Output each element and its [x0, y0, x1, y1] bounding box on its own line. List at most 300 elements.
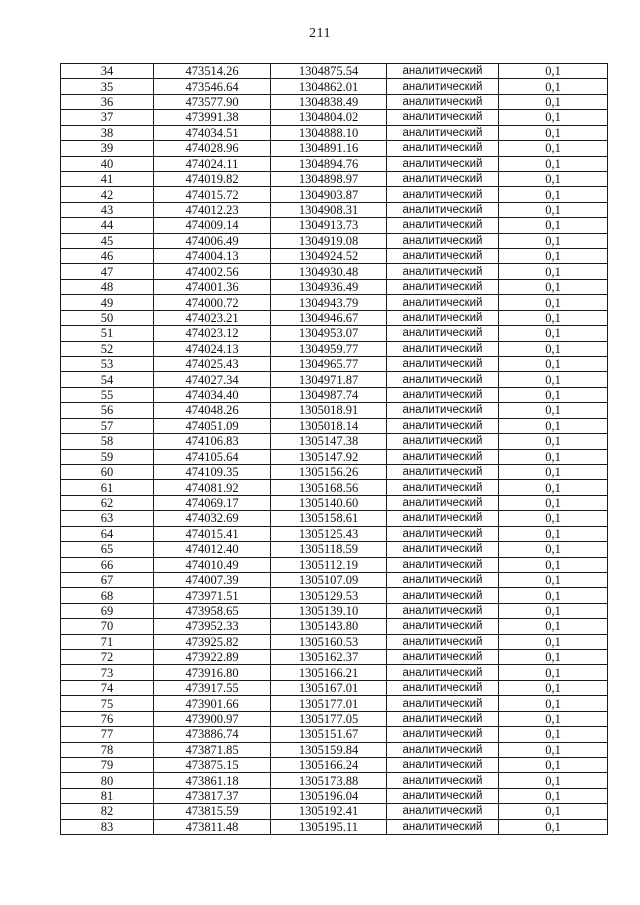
point-number-cell: 73 — [61, 665, 154, 680]
table-row — [61, 603, 608, 618]
point-number-cell: 71 — [61, 634, 154, 649]
x-coordinate-cell: 473917.55 — [154, 680, 271, 695]
point-number-cell: 75 — [61, 696, 154, 711]
error-cell: 0,1 — [499, 218, 608, 233]
table-row — [61, 634, 608, 649]
y-coordinate-cell: 1304891.16 — [271, 141, 387, 156]
y-coordinate-cell: 1304898.97 — [271, 171, 387, 186]
error-cell: 0,1 — [499, 264, 608, 279]
y-coordinate-cell: 1305159.84 — [271, 742, 387, 757]
error-cell: 0,1 — [499, 449, 608, 464]
x-coordinate-cell: 473577.90 — [154, 94, 271, 109]
point-number-cell: 35 — [61, 79, 154, 94]
method-cell: аналитический — [387, 264, 499, 279]
method-cell: аналитический — [387, 572, 499, 587]
method-cell: аналитический — [387, 526, 499, 541]
error-cell: 0,1 — [499, 310, 608, 325]
error-cell: 0,1 — [499, 202, 608, 217]
table-row — [61, 341, 608, 356]
method-cell: аналитический — [387, 619, 499, 634]
table-row — [61, 218, 608, 233]
method-cell: аналитический — [387, 773, 499, 788]
error-cell: 0,1 — [499, 619, 608, 634]
y-coordinate-cell: 1304804.02 — [271, 110, 387, 125]
x-coordinate-cell: 474001.36 — [154, 279, 271, 294]
x-coordinate-cell: 474024.13 — [154, 341, 271, 356]
y-coordinate-cell: 1304943.79 — [271, 295, 387, 310]
error-cell: 0,1 — [499, 125, 608, 140]
x-coordinate-cell: 473958.65 — [154, 603, 271, 618]
point-number-cell: 44 — [61, 218, 154, 233]
x-coordinate-cell: 474106.83 — [154, 434, 271, 449]
method-cell: аналитический — [387, 156, 499, 171]
table-row — [61, 495, 608, 510]
error-cell: 0,1 — [499, 572, 608, 587]
method-cell: аналитический — [387, 295, 499, 310]
x-coordinate-cell: 474000.72 — [154, 295, 271, 310]
x-coordinate-cell: 474015.72 — [154, 187, 271, 202]
point-number-cell: 67 — [61, 572, 154, 587]
method-cell: аналитический — [387, 94, 499, 109]
point-number-cell: 81 — [61, 788, 154, 803]
y-coordinate-cell: 1304959.77 — [271, 341, 387, 356]
x-coordinate-cell: 474109.35 — [154, 464, 271, 479]
table-row — [61, 249, 608, 264]
point-number-cell: 74 — [61, 680, 154, 695]
point-number-cell: 43 — [61, 202, 154, 217]
point-number-cell: 53 — [61, 357, 154, 372]
table-row — [61, 449, 608, 464]
table-row — [61, 804, 608, 819]
error-cell: 0,1 — [499, 819, 608, 834]
point-number-cell: 57 — [61, 418, 154, 433]
method-cell: аналитический — [387, 788, 499, 803]
point-number-cell: 59 — [61, 449, 154, 464]
point-number-cell: 64 — [61, 526, 154, 541]
table-row — [61, 110, 608, 125]
table-row — [61, 156, 608, 171]
x-coordinate-cell: 474024.11 — [154, 156, 271, 171]
point-number-cell: 47 — [61, 264, 154, 279]
x-coordinate-cell: 474048.26 — [154, 403, 271, 418]
y-coordinate-cell: 1304953.07 — [271, 326, 387, 341]
point-number-cell: 77 — [61, 727, 154, 742]
method-cell: аналитический — [387, 588, 499, 603]
table-row — [61, 233, 608, 248]
point-number-cell: 56 — [61, 403, 154, 418]
x-coordinate-cell: 473811.48 — [154, 819, 271, 834]
method-cell: аналитический — [387, 79, 499, 94]
table-row — [61, 542, 608, 557]
table-row — [61, 557, 608, 572]
error-cell: 0,1 — [499, 650, 608, 665]
method-cell: аналитический — [387, 434, 499, 449]
error-cell: 0,1 — [499, 542, 608, 557]
x-coordinate-cell: 474015.41 — [154, 526, 271, 541]
error-cell: 0,1 — [499, 387, 608, 402]
method-cell: аналитический — [387, 480, 499, 495]
y-coordinate-cell: 1305118.59 — [271, 542, 387, 557]
y-coordinate-cell: 1304930.48 — [271, 264, 387, 279]
method-cell: аналитический — [387, 357, 499, 372]
method-cell: аналитический — [387, 310, 499, 325]
y-coordinate-cell: 1304903.87 — [271, 187, 387, 202]
error-cell: 0,1 — [499, 434, 608, 449]
y-coordinate-cell: 1304924.52 — [271, 249, 387, 264]
error-cell: 0,1 — [499, 804, 608, 819]
x-coordinate-cell: 474006.49 — [154, 233, 271, 248]
point-number-cell: 52 — [61, 341, 154, 356]
y-coordinate-cell: 1304919.08 — [271, 233, 387, 248]
y-coordinate-cell: 1304913.73 — [271, 218, 387, 233]
error-cell: 0,1 — [499, 64, 608, 79]
x-coordinate-cell: 474007.39 — [154, 572, 271, 587]
error-cell: 0,1 — [499, 788, 608, 803]
method-cell: аналитический — [387, 218, 499, 233]
y-coordinate-cell: 1305125.43 — [271, 526, 387, 541]
point-number-cell: 48 — [61, 279, 154, 294]
table-row — [61, 418, 608, 433]
error-cell: 0,1 — [499, 757, 608, 772]
point-number-cell: 72 — [61, 650, 154, 665]
error-cell: 0,1 — [499, 171, 608, 186]
table-row — [61, 665, 608, 680]
error-cell: 0,1 — [499, 511, 608, 526]
method-cell: аналитический — [387, 603, 499, 618]
point-number-cell: 61 — [61, 480, 154, 495]
x-coordinate-cell: 474004.13 — [154, 249, 271, 264]
table-row — [61, 64, 608, 79]
y-coordinate-cell: 1305139.10 — [271, 603, 387, 618]
y-coordinate-cell: 1305162.37 — [271, 650, 387, 665]
point-number-cell: 65 — [61, 542, 154, 557]
error-cell: 0,1 — [499, 403, 608, 418]
method-cell: аналитический — [387, 64, 499, 79]
x-coordinate-cell: 474002.56 — [154, 264, 271, 279]
y-coordinate-cell: 1305192.41 — [271, 804, 387, 819]
point-number-cell: 80 — [61, 773, 154, 788]
table-row — [61, 171, 608, 186]
x-coordinate-cell: 473815.59 — [154, 804, 271, 819]
point-number-cell: 68 — [61, 588, 154, 603]
error-cell: 0,1 — [499, 526, 608, 541]
point-number-cell: 66 — [61, 557, 154, 572]
table-row — [61, 403, 608, 418]
method-cell: аналитический — [387, 696, 499, 711]
x-coordinate-cell: 474028.96 — [154, 141, 271, 156]
table-row — [61, 387, 608, 402]
table-row — [61, 434, 608, 449]
error-cell: 0,1 — [499, 418, 608, 433]
y-coordinate-cell: 1304971.87 — [271, 372, 387, 387]
method-cell: аналитический — [387, 464, 499, 479]
x-coordinate-cell: 473916.80 — [154, 665, 271, 680]
y-coordinate-cell: 1305158.61 — [271, 511, 387, 526]
point-number-cell: 41 — [61, 171, 154, 186]
method-cell: аналитический — [387, 727, 499, 742]
error-cell: 0,1 — [499, 249, 608, 264]
method-cell: аналитический — [387, 711, 499, 726]
point-number-cell: 39 — [61, 141, 154, 156]
y-coordinate-cell: 1304946.67 — [271, 310, 387, 325]
y-coordinate-cell: 1305143.80 — [271, 619, 387, 634]
y-coordinate-cell: 1304936.49 — [271, 279, 387, 294]
x-coordinate-cell: 474027.34 — [154, 372, 271, 387]
y-coordinate-cell: 1305112.19 — [271, 557, 387, 572]
table-row — [61, 788, 608, 803]
point-number-cell: 82 — [61, 804, 154, 819]
y-coordinate-cell: 1304987.74 — [271, 387, 387, 402]
point-number-cell: 63 — [61, 511, 154, 526]
error-cell: 0,1 — [499, 372, 608, 387]
error-cell: 0,1 — [499, 233, 608, 248]
table-row — [61, 757, 608, 772]
error-cell: 0,1 — [499, 279, 608, 294]
x-coordinate-cell: 473991.38 — [154, 110, 271, 125]
table-row — [61, 650, 608, 665]
method-cell: аналитический — [387, 757, 499, 772]
x-coordinate-cell: 474009.14 — [154, 218, 271, 233]
method-cell: аналитический — [387, 634, 499, 649]
method-cell: аналитический — [387, 542, 499, 557]
table-row — [61, 588, 608, 603]
error-cell: 0,1 — [499, 156, 608, 171]
x-coordinate-cell: 474012.40 — [154, 542, 271, 557]
point-number-cell: 37 — [61, 110, 154, 125]
method-cell: аналитический — [387, 187, 499, 202]
y-coordinate-cell: 1305151.67 — [271, 727, 387, 742]
y-coordinate-cell: 1305018.91 — [271, 403, 387, 418]
y-coordinate-cell: 1304862.01 — [271, 79, 387, 94]
method-cell: аналитический — [387, 249, 499, 264]
table-row — [61, 680, 608, 695]
x-coordinate-cell: 473971.51 — [154, 588, 271, 603]
x-coordinate-cell: 474023.21 — [154, 310, 271, 325]
table-row — [61, 619, 608, 634]
x-coordinate-cell: 474105.64 — [154, 449, 271, 464]
x-coordinate-cell: 474019.82 — [154, 171, 271, 186]
method-cell: аналитический — [387, 279, 499, 294]
y-coordinate-cell: 1305173.88 — [271, 773, 387, 788]
point-number-cell: 76 — [61, 711, 154, 726]
method-cell: аналитический — [387, 680, 499, 695]
point-number-cell: 79 — [61, 757, 154, 772]
table-row — [61, 357, 608, 372]
y-coordinate-cell: 1305147.92 — [271, 449, 387, 464]
error-cell: 0,1 — [499, 711, 608, 726]
table-row — [61, 187, 608, 202]
y-coordinate-cell: 1304908.31 — [271, 202, 387, 217]
x-coordinate-cell: 473861.18 — [154, 773, 271, 788]
x-coordinate-cell: 473546.64 — [154, 79, 271, 94]
point-number-cell: 36 — [61, 94, 154, 109]
method-cell: аналитический — [387, 511, 499, 526]
method-cell: аналитический — [387, 557, 499, 572]
x-coordinate-cell: 473886.74 — [154, 727, 271, 742]
method-cell: аналитический — [387, 665, 499, 680]
method-cell: аналитический — [387, 403, 499, 418]
point-number-cell: 58 — [61, 434, 154, 449]
x-coordinate-cell: 474023.12 — [154, 326, 271, 341]
method-cell: аналитический — [387, 804, 499, 819]
table-row — [61, 264, 608, 279]
y-coordinate-cell: 1304838.49 — [271, 94, 387, 109]
table-row — [61, 94, 608, 109]
method-cell: аналитический — [387, 819, 499, 834]
y-coordinate-cell: 1305195.11 — [271, 819, 387, 834]
error-cell: 0,1 — [499, 603, 608, 618]
point-number-cell: 42 — [61, 187, 154, 202]
table-row — [61, 819, 608, 834]
point-number-cell: 50 — [61, 310, 154, 325]
point-number-cell: 60 — [61, 464, 154, 479]
y-coordinate-cell: 1304875.54 — [271, 64, 387, 79]
error-cell: 0,1 — [499, 742, 608, 757]
point-number-cell: 55 — [61, 387, 154, 402]
method-cell: аналитический — [387, 341, 499, 356]
x-coordinate-cell: 473901.66 — [154, 696, 271, 711]
table-row — [61, 326, 608, 341]
error-cell: 0,1 — [499, 480, 608, 495]
y-coordinate-cell: 1305147.38 — [271, 434, 387, 449]
point-number-cell: 51 — [61, 326, 154, 341]
y-coordinate-cell: 1305129.53 — [271, 588, 387, 603]
method-cell: аналитический — [387, 495, 499, 510]
table-row — [61, 125, 608, 140]
table-row — [61, 480, 608, 495]
x-coordinate-cell: 474010.49 — [154, 557, 271, 572]
error-cell: 0,1 — [499, 94, 608, 109]
x-coordinate-cell: 473952.33 — [154, 619, 271, 634]
method-cell: аналитический — [387, 449, 499, 464]
method-cell: аналитический — [387, 110, 499, 125]
method-cell: аналитический — [387, 171, 499, 186]
table-row — [61, 526, 608, 541]
table-row — [61, 773, 608, 788]
y-coordinate-cell: 1304894.76 — [271, 156, 387, 171]
x-coordinate-cell: 474034.51 — [154, 125, 271, 140]
table-row — [61, 696, 608, 711]
error-cell: 0,1 — [499, 727, 608, 742]
method-cell: аналитический — [387, 387, 499, 402]
point-number-cell: 70 — [61, 619, 154, 634]
coordinates-table-body — [61, 64, 608, 835]
y-coordinate-cell: 1305167.01 — [271, 680, 387, 695]
error-cell: 0,1 — [499, 464, 608, 479]
table-row — [61, 572, 608, 587]
error-cell: 0,1 — [499, 634, 608, 649]
y-coordinate-cell: 1305177.05 — [271, 711, 387, 726]
method-cell: аналитический — [387, 742, 499, 757]
x-coordinate-cell: 474032.69 — [154, 511, 271, 526]
error-cell: 0,1 — [499, 680, 608, 695]
y-coordinate-cell: 1304965.77 — [271, 357, 387, 372]
x-coordinate-cell: 473875.15 — [154, 757, 271, 772]
x-coordinate-cell: 473817.37 — [154, 788, 271, 803]
table-row — [61, 79, 608, 94]
point-number-cell: 34 — [61, 64, 154, 79]
y-coordinate-cell: 1305196.04 — [271, 788, 387, 803]
y-coordinate-cell: 1305177.01 — [271, 696, 387, 711]
error-cell: 0,1 — [499, 357, 608, 372]
page-number: 211 — [309, 26, 331, 41]
table-row — [61, 372, 608, 387]
error-cell: 0,1 — [499, 557, 608, 572]
table-row — [61, 310, 608, 325]
point-number-cell: 40 — [61, 156, 154, 171]
x-coordinate-cell: 474025.43 — [154, 357, 271, 372]
table-row — [61, 511, 608, 526]
point-number-cell: 69 — [61, 603, 154, 618]
y-coordinate-cell: 1304888.10 — [271, 125, 387, 140]
error-cell: 0,1 — [499, 110, 608, 125]
point-number-cell: 54 — [61, 372, 154, 387]
coordinates-table — [60, 63, 608, 835]
table-row — [61, 727, 608, 742]
x-coordinate-cell: 473900.97 — [154, 711, 271, 726]
x-coordinate-cell: 474069.17 — [154, 495, 271, 510]
y-coordinate-cell: 1305107.09 — [271, 572, 387, 587]
y-coordinate-cell: 1305140.60 — [271, 495, 387, 510]
point-number-cell: 45 — [61, 233, 154, 248]
table-row — [61, 464, 608, 479]
table-row — [61, 711, 608, 726]
y-coordinate-cell: 1305166.24 — [271, 757, 387, 772]
method-cell: аналитический — [387, 233, 499, 248]
error-cell: 0,1 — [499, 326, 608, 341]
method-cell: аналитический — [387, 650, 499, 665]
point-number-cell: 38 — [61, 125, 154, 140]
error-cell: 0,1 — [499, 495, 608, 510]
y-coordinate-cell: 1305018.14 — [271, 418, 387, 433]
x-coordinate-cell: 474034.40 — [154, 387, 271, 402]
table-row — [61, 202, 608, 217]
table-row — [61, 141, 608, 156]
x-coordinate-cell: 474051.09 — [154, 418, 271, 433]
table-row — [61, 742, 608, 757]
table-row — [61, 279, 608, 294]
method-cell: аналитический — [387, 141, 499, 156]
method-cell: аналитический — [387, 372, 499, 387]
y-coordinate-cell: 1305156.26 — [271, 464, 387, 479]
point-number-cell: 46 — [61, 249, 154, 264]
method-cell: аналитический — [387, 326, 499, 341]
table-row — [61, 295, 608, 310]
point-number-cell: 83 — [61, 819, 154, 834]
x-coordinate-cell: 473514.26 — [154, 64, 271, 79]
error-cell: 0,1 — [499, 773, 608, 788]
y-coordinate-cell: 1305166.21 — [271, 665, 387, 680]
point-number-cell: 49 — [61, 295, 154, 310]
y-coordinate-cell: 1305160.53 — [271, 634, 387, 649]
error-cell: 0,1 — [499, 588, 608, 603]
error-cell: 0,1 — [499, 696, 608, 711]
method-cell: аналитический — [387, 202, 499, 217]
method-cell: аналитический — [387, 125, 499, 140]
x-coordinate-cell: 473922.89 — [154, 650, 271, 665]
x-coordinate-cell: 474012.23 — [154, 202, 271, 217]
y-coordinate-cell: 1305168.56 — [271, 480, 387, 495]
method-cell: аналитический — [387, 418, 499, 433]
error-cell: 0,1 — [499, 79, 608, 94]
error-cell: 0,1 — [499, 341, 608, 356]
x-coordinate-cell: 474081.92 — [154, 480, 271, 495]
x-coordinate-cell: 473925.82 — [154, 634, 271, 649]
error-cell: 0,1 — [499, 665, 608, 680]
error-cell: 0,1 — [499, 295, 608, 310]
point-number-cell: 62 — [61, 495, 154, 510]
error-cell: 0,1 — [499, 187, 608, 202]
